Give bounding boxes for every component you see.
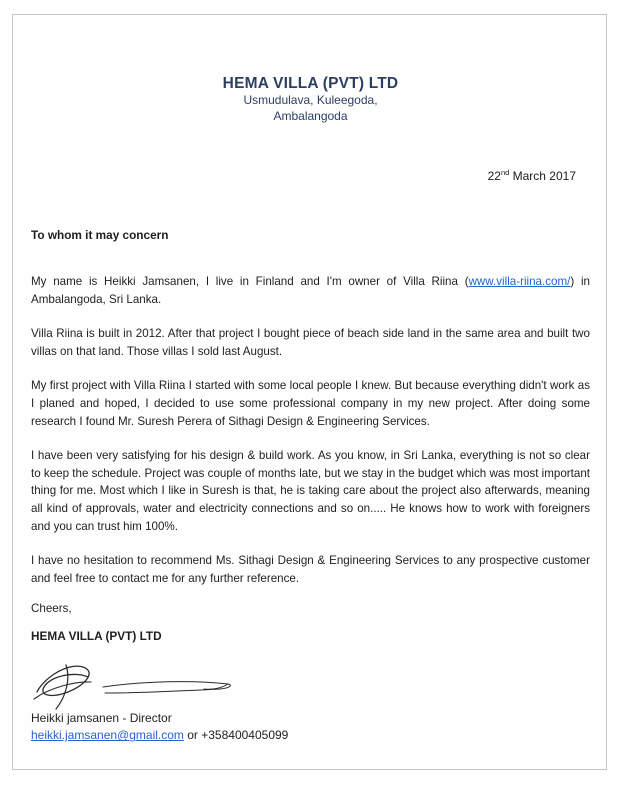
company-signoff: HEMA VILLA (PVT) LTD xyxy=(31,629,162,644)
letter-page xyxy=(12,14,607,770)
closing: Cheers, xyxy=(31,602,72,616)
company-address-line1: Usmudulava, Kuleegoda, xyxy=(243,93,378,107)
letter-date xyxy=(31,169,590,184)
contact-line xyxy=(31,728,590,743)
paragraph-1 xyxy=(31,273,590,308)
salutation: To whom it may concern xyxy=(31,228,169,242)
company-address-line2: Ambalangoda xyxy=(273,108,348,123)
letterhead xyxy=(31,74,590,124)
company-name: HEMA VILLA (PVT) LTD xyxy=(222,75,399,92)
date-ordinal: nd xyxy=(500,168,510,177)
paragraph-1-before-link: My name is Heikki Jamsanen, I live in Finland and I'm owner of Villa Riina ( xyxy=(31,275,469,288)
signature-image xyxy=(31,652,246,710)
paragraph-5: I have no hesitation to recommend Ms. Sithagi Design & Engineering Services to any prospective customer and feel free to contact me for any further reference. xyxy=(31,554,590,585)
email-link[interactable]: heikki.jamsanen@gmail.com xyxy=(31,728,184,743)
paragraph-1-after-link: ) in Ambalangoda, Sri Lanka. xyxy=(31,275,590,306)
date-month-year: March 2017 xyxy=(509,169,576,183)
paragraph-3: My first project with Villa Riina I started with some local people I knew. But because everything didn't work as I planed and hoped, I decided to use some professional company in my new project. After doing some research I found Mr. Suresh Perera of Sithagi Design & Engineering Services. xyxy=(31,379,590,428)
date-day: 22 xyxy=(487,169,501,183)
phone-text: or +358400405099 xyxy=(183,728,289,743)
paragraph-4: I have been very satisfying for his design & build work. As you know, in Sri Lanka, everything is not so clear to keep the schedule. Project was couple of months late, but we stay in the budget which was most important thing for me. Most which I like in Suresh is that, he is taking care about the project also afterwards, meaning all kind of approvals, water and electricity connections and so on..... He knows how to work with foreigners and you can trust him 100%. xyxy=(31,449,590,533)
website-link[interactable]: www.villa-riina.com/ xyxy=(468,275,571,288)
paragraph-2: Villa Riina is built in 2012. After that project I bought piece of beach side land in the same area and built two villas on that land. Those villas I sold last August. xyxy=(31,327,590,358)
signer-name: Heikki jamsanen - Director xyxy=(31,711,172,726)
